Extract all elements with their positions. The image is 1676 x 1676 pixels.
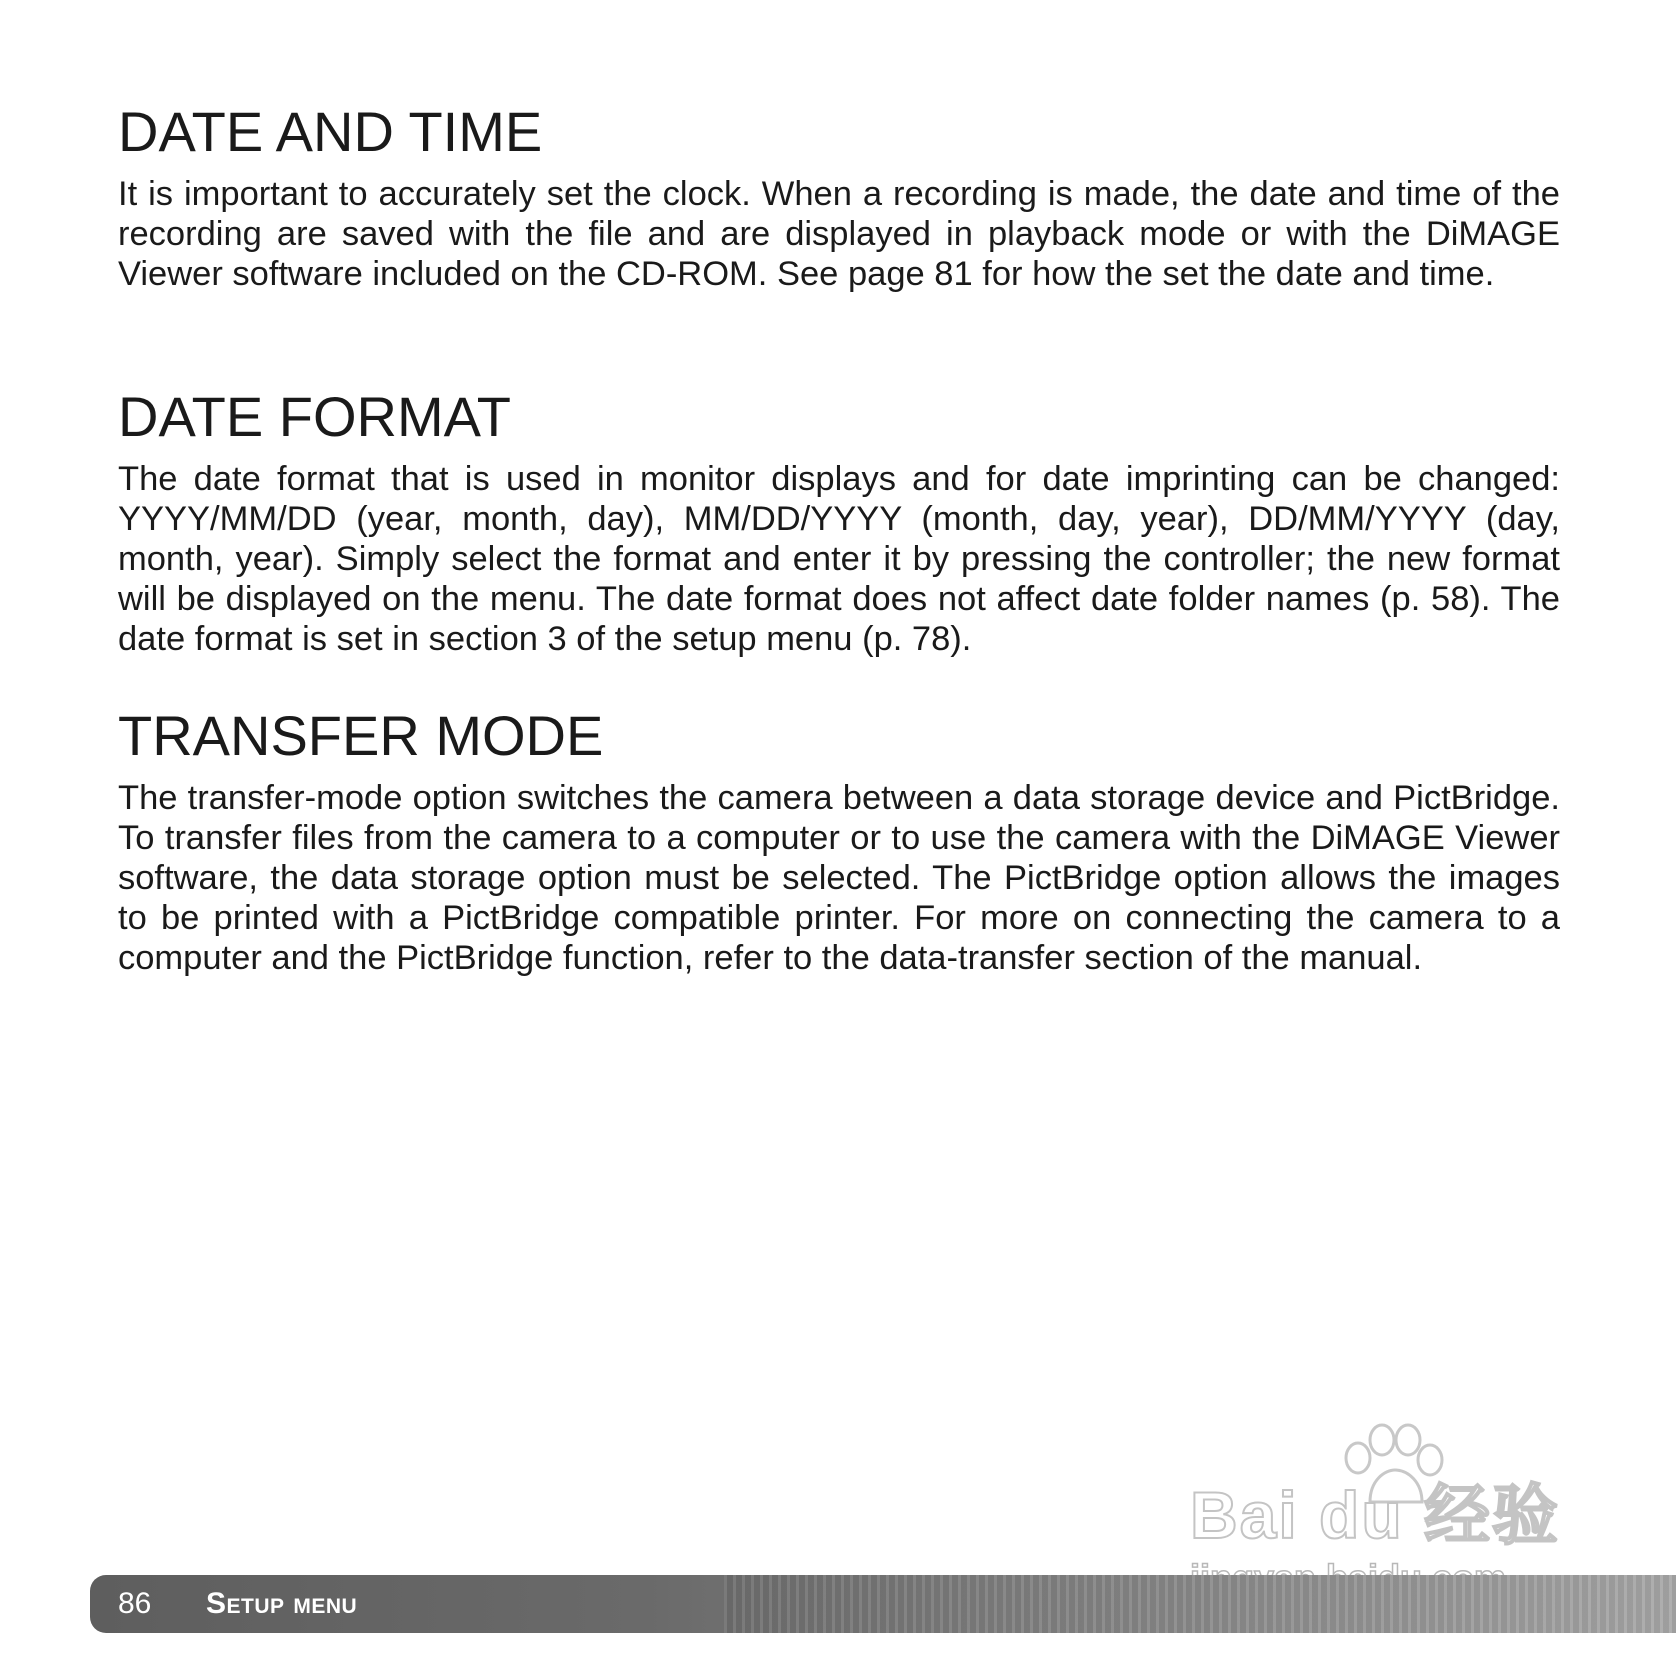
section-transfer-mode [118,704,1560,978]
baidu-watermark [1180,1420,1580,1600]
section-heading: DATE FORMAT [118,385,512,448]
watermark-logo-text: Bai du 经验 [1190,1478,1561,1552]
footer-bar [90,1575,1676,1633]
section-body: It is important to accurately set the clock. When a recording is made, the date and time of the recording are saved with the file and are displayed in playback mode or with the DiMAGE Viewer software included on the CD-ROM. See page 81 for how the set the date and time. [118,175,1560,293]
section-date-format [118,385,1560,659]
section-heading: DATE AND TIME [118,100,543,163]
section-date-and-time [118,100,1560,294]
section-body: The date format that is used in monitor displays and for date imprinting can be changed: YYYY/MM/DD (year, month, day), MM/DD/YYYY (month, day, year), DD/MM/YYYY (day, month, year). Simply select the format and enter it by pressing the controller; the new format will be displayed on the menu. The date format does not affect date folder names (p. 58). The date format is set in section 3 of the setup menu (p. 78). [118,460,1560,658]
section-heading: TRANSFER MODE [118,704,604,767]
footer-section-label: Setup menu [206,1587,358,1620]
page-number: 86 [118,1587,152,1620]
footer-stripes [724,1575,1676,1633]
section-body: The transfer-mode option switches the camera between a data storage device and PictBridge. To transfer files from the camera to a computer or to use the camera with the DiMAGE Viewer software, the data storage option must be selected. The PictBridge option allows the images to be printed with a PictBridge compatible printer. For more on connecting the camera to a computer and the PictBridge function, refer to the data-transfer section of the manual. [118,779,1560,977]
